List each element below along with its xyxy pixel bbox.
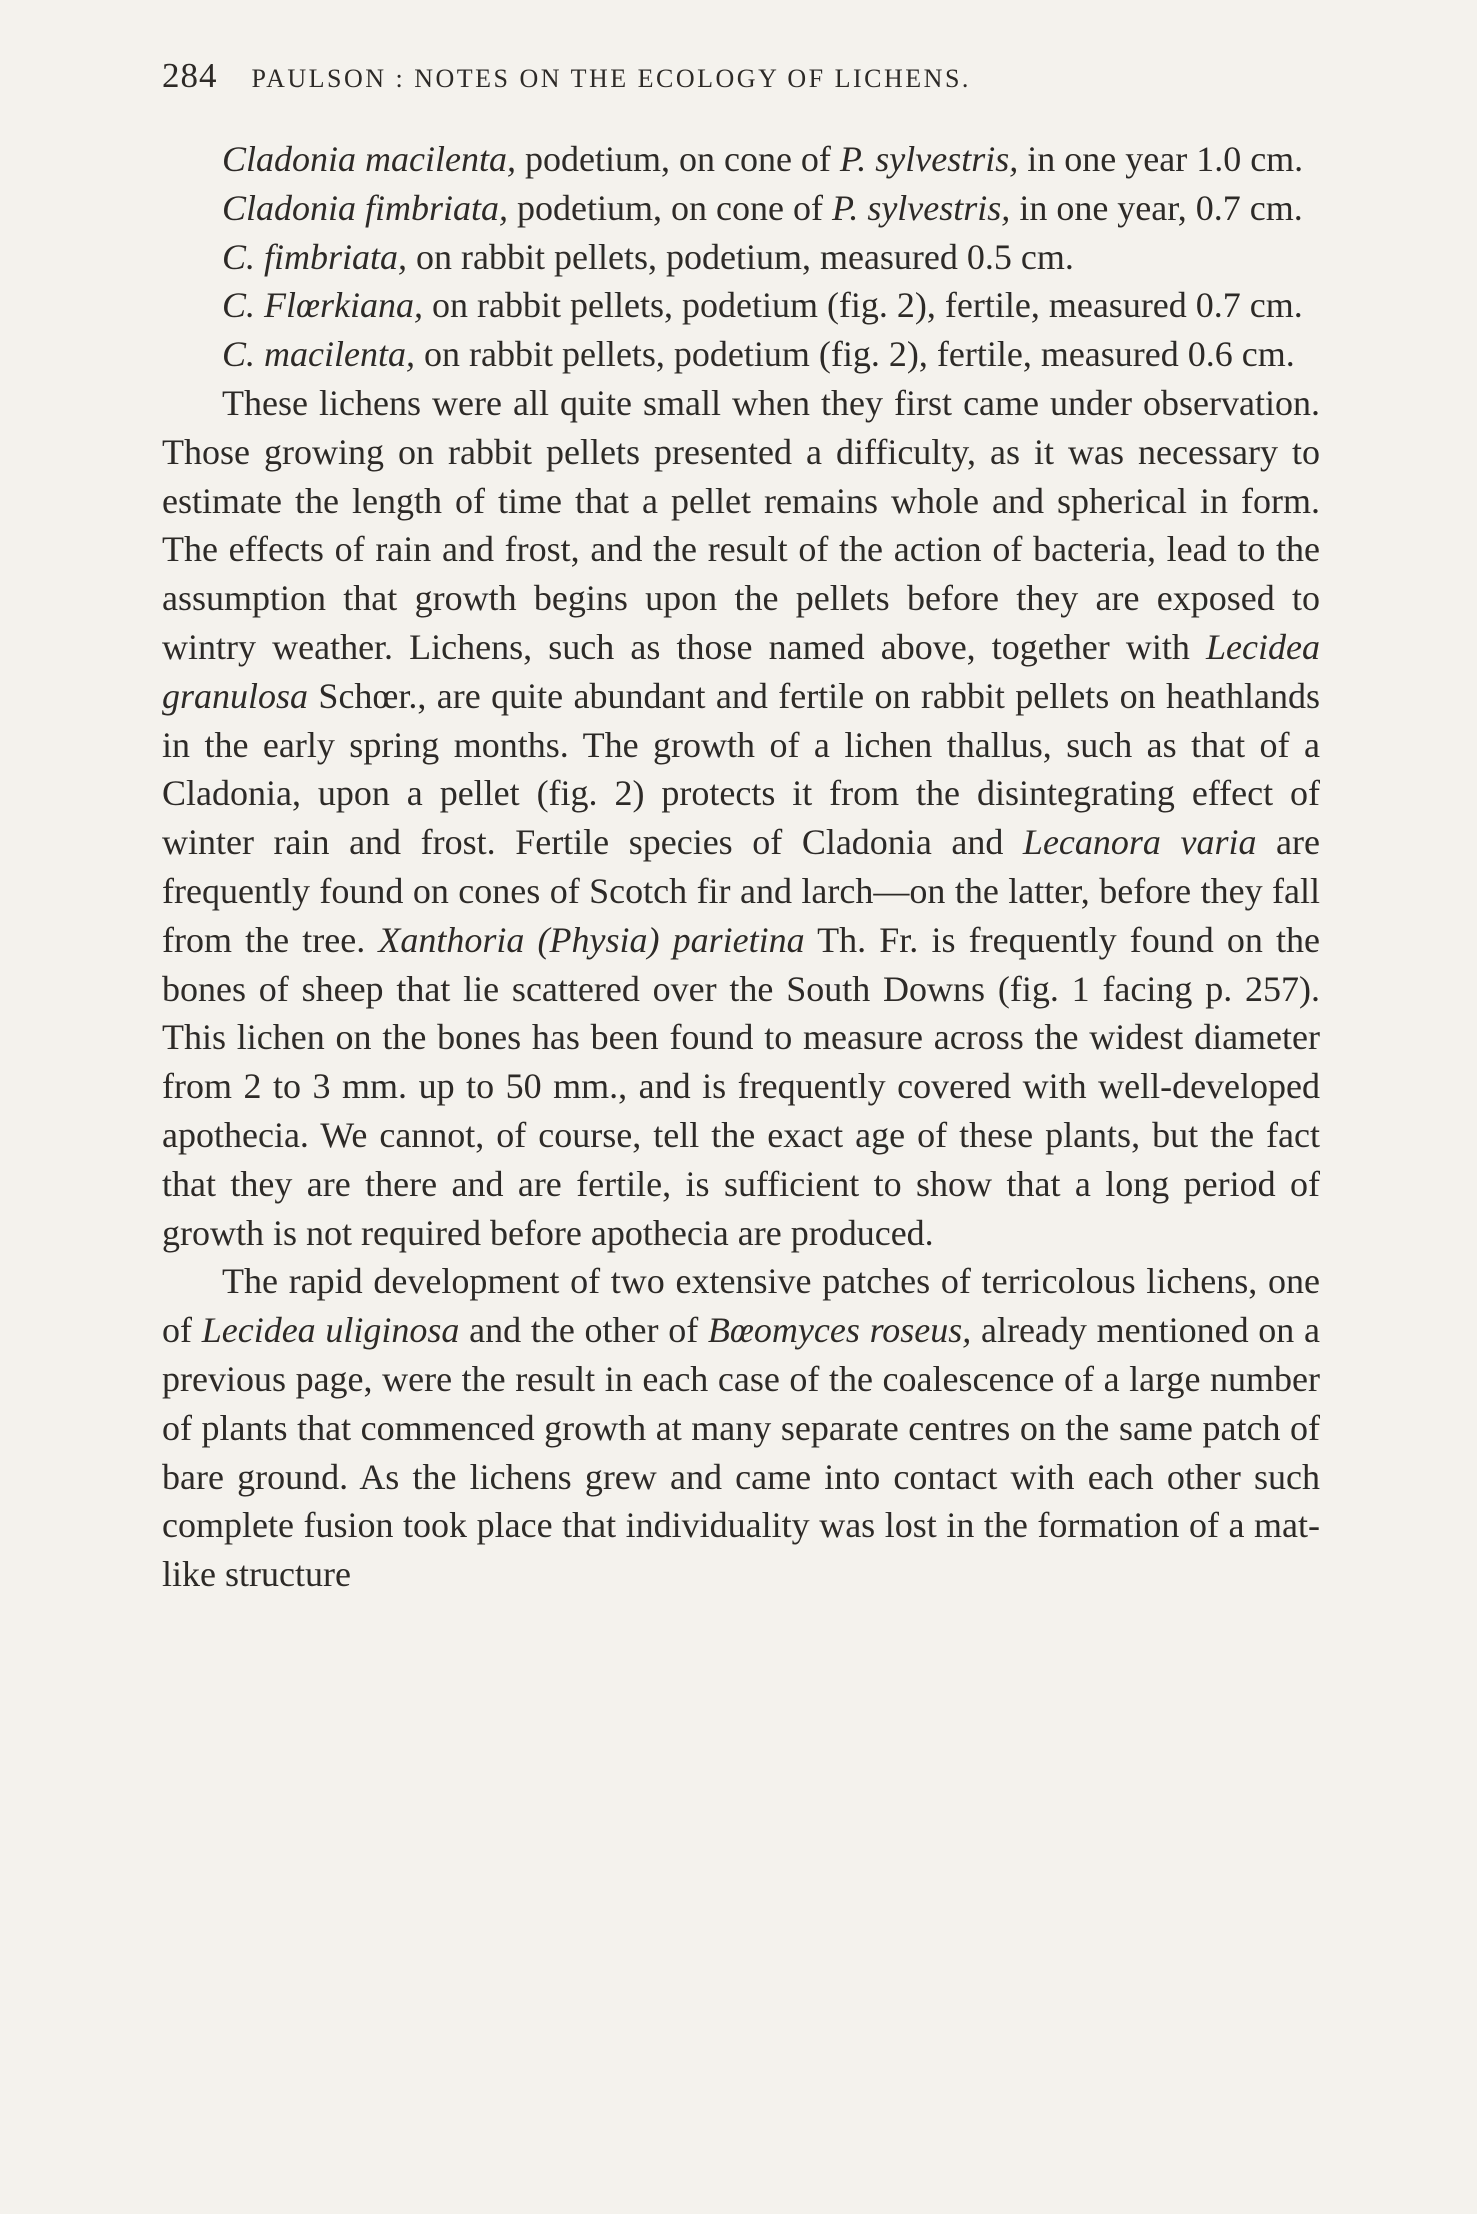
text-run: in one year 1.0 cm. bbox=[1018, 139, 1304, 179]
species-name: Bœomyces roseus, bbox=[707, 1310, 972, 1351]
text-run: Th. Fr. is frequently found on the bones of sheep that lie scattered over the South Downs (fig. 1 facing p. 257). This lichen on the bones has been found to measure across the widest diameter from 2 to 3 mm. up to 50 mm., and is frequently covered with well-developed apothecia. We cannot, of course, tell the exact age of these plants, but the fact that they are there and are fertile, is sufficient to show that a long period of growth is not required before apothecia are produced. bbox=[162, 919, 1320, 1253]
paragraph bbox=[162, 379, 1320, 1257]
paragraph bbox=[162, 330, 1320, 379]
paragraph bbox=[162, 135, 1320, 184]
text-run: podetium, on cone of bbox=[508, 187, 832, 228]
running-head: PAULSON : NOTES ON THE ECOLOGY OF LICHENS. bbox=[251, 64, 971, 93]
species-name: P. sylvestris, bbox=[831, 187, 1011, 228]
species-name: Lecidea granulosa bbox=[162, 626, 1320, 716]
paragraph bbox=[162, 281, 1320, 330]
text-run: are frequently found on cones of Scotch fir and larch—on the latter, before they fall from the tree. bbox=[162, 822, 1321, 960]
species-name: C. Flœrkiana, bbox=[222, 285, 424, 326]
text-run: on rabbit pellets, podetium (fig. 2), fertile, measured 0.6 cm. bbox=[414, 334, 1295, 375]
body-text bbox=[162, 135, 1320, 1599]
paragraph bbox=[162, 233, 1320, 282]
species-name: Cladonia macilenta, bbox=[222, 139, 516, 179]
species-name: Cladonia fimbriata, bbox=[222, 187, 509, 228]
paragraph bbox=[162, 184, 1320, 233]
text-run: podetium, on cone of bbox=[515, 139, 840, 179]
text-run: and the other of bbox=[459, 1310, 708, 1351]
text-run: Schœr., are quite abundant and fertile on rabbit pellets on heathlands in the early spring months. The growth of a lichen thallus, such as that of a Cladonia, upon a pellet (fig. 2) protects it from the disintegrating effect of winter rain and frost. Fertile species of Cladonia and bbox=[162, 675, 1320, 863]
species-name: Lecanora varia bbox=[1022, 822, 1257, 863]
species-name: P. sylvestris, bbox=[839, 139, 1019, 179]
page-header bbox=[162, 56, 1322, 116]
species-name: C. macilenta, bbox=[222, 334, 415, 375]
paragraph bbox=[162, 1257, 1320, 1599]
species-name: Lecidea uliginosa bbox=[201, 1310, 460, 1351]
species-name: Xanthoria (Physia) parietina bbox=[378, 919, 805, 960]
page-number: 284 bbox=[162, 56, 218, 95]
text-run: on rabbit pellets, podetium (fig. 2), fertile, measured 0.7 cm. bbox=[423, 285, 1303, 326]
text-run: on rabbit pellets, podetium, measured 0.5 cm. bbox=[407, 236, 1074, 277]
text-run: already mentioned on a previous page, were the result in each case of the coalescence of a large number of plants that commenced growth at many separate centres on the same patch of bare ground. As the lichens grew and came into contact with each other such complete fusion took place that individuality was lost in the formation of a mat-like structure bbox=[162, 1310, 1320, 1595]
text-run: These lichens were all quite small when they first came under observation. Those growing on rabbit pellets presented a difficulty, as it was necessary to estimate the length of time that a pellet remains whole and spherical in form. The effects of rain and frost, and the result of the action of bacteria, lead to the assumption that growth begins upon the pellets before they are exposed to wintry weather. Lichens, such as those named above, together with bbox=[162, 382, 1320, 667]
species-name: C. fimbriata, bbox=[222, 236, 408, 277]
text-run: in one year, 0.7 cm. bbox=[1010, 187, 1303, 228]
text-run: The rapid development of two extensive patches of terricolous lichens, one of bbox=[162, 1261, 1320, 1351]
